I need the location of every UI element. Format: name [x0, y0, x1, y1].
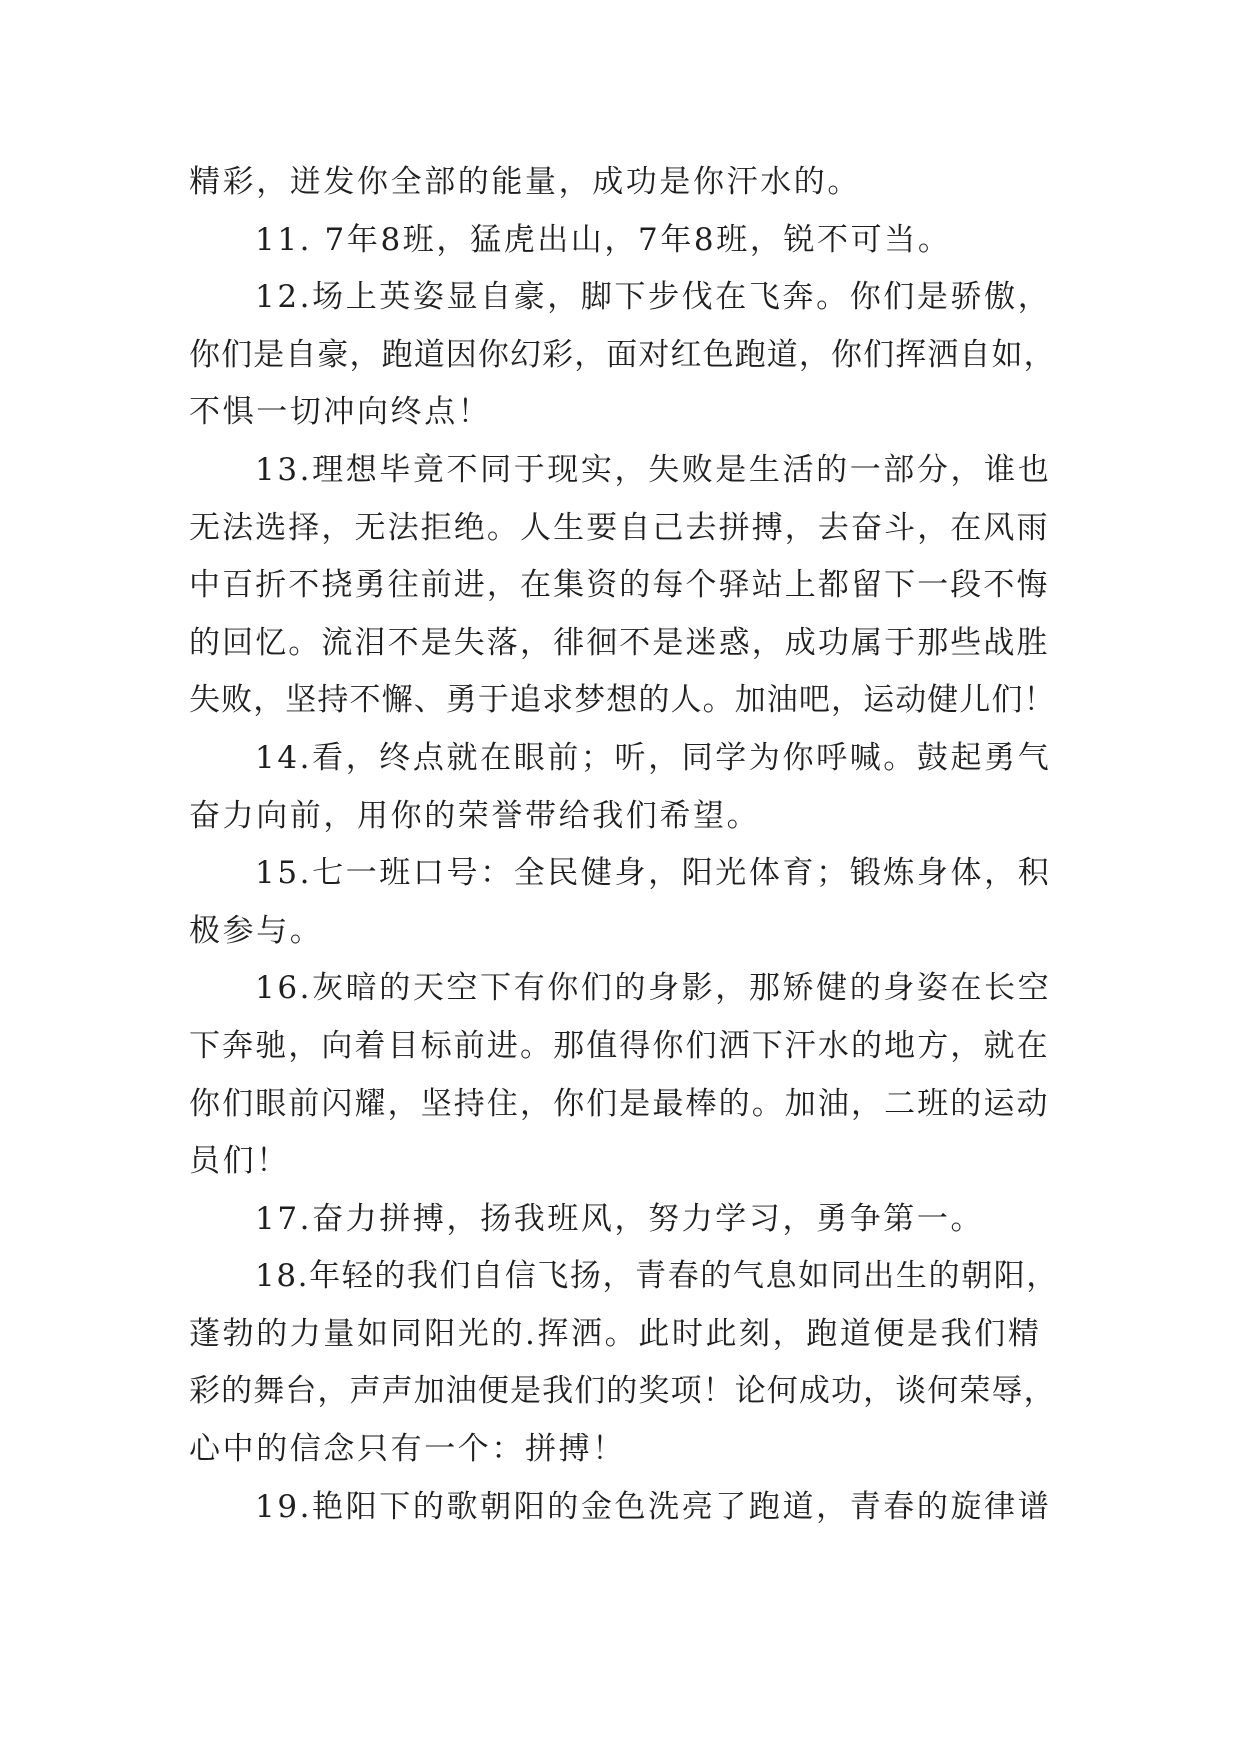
text-line: 中百折不挠勇往前进，在集资的每个驿站上都留下一段不悔 — [189, 567, 1050, 604]
text-line: 不惧一切冲向终点！ — [189, 394, 492, 431]
text-line: 失败，坚持不懈、勇于追求梦想的人。加油吧，运动健儿们！ — [189, 682, 1056, 719]
text-line: 12.场上英姿显自豪，脚下步伐在飞奔。你们是骄傲， — [255, 279, 1052, 316]
text-line: 蓬勃的力量如同阳光的.挥洒。此时此刻，跑道便是我们精 — [189, 1315, 1042, 1352]
text-line: 13.理想毕竟不同于现实，失败是生活的一部分，谁也 — [255, 451, 1052, 488]
text-line: 17.奋力拼搏，扬我班风，努力学习，勇争第一。 — [255, 1200, 985, 1237]
text-line: 11. 7年8班，猛虎出山，7年8班，锐不可当。 — [255, 221, 952, 258]
text-line: 奋力向前，用你的荣誉带给我们希望。 — [189, 797, 761, 834]
text-line: 下奔驰，向着目标前进。那值得你们洒下汗水的地方，就在 — [189, 1027, 1050, 1064]
text-line: 16.灰暗的天空下有你们的身影，那矫健的身姿在长空 — [255, 970, 1052, 1007]
text-line: 你们眼前闪耀，坚持住，你们是最棒的。加油，二班的运动 — [189, 1085, 1050, 1122]
text-line: 极参与。 — [189, 912, 324, 949]
text-line: 18.年轻的我们自信飞扬，青春的气息如同出生的朝阳， — [255, 1258, 1059, 1295]
text-line: 14.看，终点就在眼前；听，同学为你呼喊。鼓起勇气 — [255, 739, 1052, 776]
document-body — [189, 154, 1059, 1536]
text-line: 精彩，迸发你全部的能量，成功是你汗水的。 — [189, 164, 861, 200]
text-line: 无法选择，无法拒绝。人生要自己去拼搏，去奋斗，在风雨 — [189, 509, 1050, 546]
text-line: 的回忆。流泪不是失落，徘徊不是迷惑，成功属于那些战胜 — [189, 624, 1050, 661]
text-line: 你们是自豪，跑道因你幻彩，面对红色跑道，你们挥洒自如， — [189, 336, 1056, 373]
text-line: 彩的舞台，声声加油便是我们的奖项！论何成功，谈何荣辱， — [189, 1373, 1056, 1410]
text-line: 19.艳阳下的歌朝阳的金色洗亮了跑道，青春的旋律谱 — [255, 1488, 1052, 1525]
text-line: 15.七一班口号：全民健身，阳光体育；锻炼身体，积 — [255, 855, 1052, 892]
text-line: 心中的信念只有一个：拼搏！ — [189, 1431, 626, 1468]
text-line: 员们！ — [189, 1143, 290, 1180]
